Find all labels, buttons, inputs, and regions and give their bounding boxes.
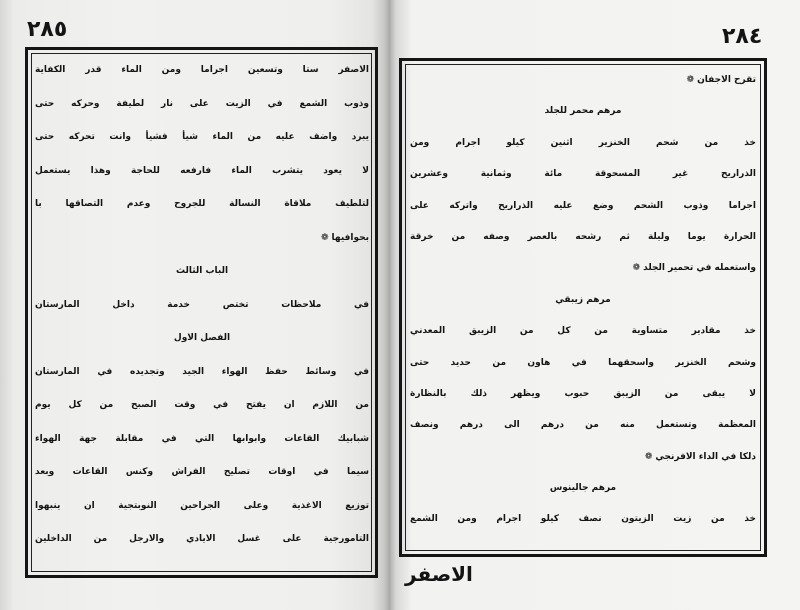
text-line: واستعمله في تحمير الجلد ❁ [632, 263, 756, 274]
text-line: التامورجية على غسل الايادي والارجل من الداخلين [35, 534, 369, 544]
recipe-heading: مرهم زيبقي [555, 294, 611, 305]
text-line: بحوافيها ❁ [320, 232, 369, 243]
text-line: سيما في اوقات تصليح الفراش وكنس القاعات وبعد [35, 467, 369, 477]
text-line: وشحم الخنزير واسحقهما في هاون من حديد حتى [410, 357, 756, 368]
chapter-heading: الباب الثالث [175, 266, 229, 276]
text-line: توزيع الاغذية وعلى الجراحين النوبتجية ان ينبهوا [35, 500, 369, 511]
text-line: الحرارة يوما وليلة ثم رشحه بالعصر وصفه من خرقة [410, 231, 756, 242]
text-line: لا يبقى من الزيبق حبوب ويظهر ذلك بالنظارة [410, 388, 756, 399]
section-subtitle: في وسائط حفظ الهواء الجيد وتجديده في المارستان [35, 366, 369, 377]
text-line: تقرح الاجفان ❁ [686, 75, 756, 85]
text-line: دلكا في الداء الافرنجي ❁ [644, 451, 756, 462]
text-line: خذ من زيت الزيتون نصف كيلو اجرام ومن الشمع [410, 514, 756, 525]
text-line: لتلطيف ملاقاة النسالة للجروح وعدم التصاقها با [35, 199, 369, 209]
right-page-text [410, 65, 756, 536]
page-number: ٢٨٤ [722, 24, 763, 49]
text-line: المعظمة وتستعمل منه من درهم الى درهم ونصف [410, 420, 756, 431]
text-line: لا يعود يتشرب الماء فارفعه للحاجة وهذا يستعمل [35, 165, 369, 176]
recipe-heading: مرهم جالينوس [549, 483, 617, 494]
section-heading: الفصل الاول [173, 333, 231, 343]
text-line: اجراما وذوب الشحم وضع عليه الذراريح واتركه على [410, 200, 756, 211]
text-line: وذوب الشمع في الزيت على نار لطيفة وحركه حتى [35, 98, 369, 109]
catchword: الاصفر [405, 562, 473, 586]
text-line: شبابيك القاعات وابوابها التي في مقابلة جهة الهواء [35, 433, 369, 444]
text-line: خذ مقادير متساوية من كل من الزيبق المعدني [410, 326, 756, 337]
text-line: الذراريح غير المسحوقة مائة وثمانية وعشرين [410, 169, 756, 180]
text-line: خذ من شحم الخنزير اثنين كيلو اجرام ومن [410, 137, 756, 148]
text-line: الاصفر ستا وتسعين اجراما ومن الماء قدر الكفاية [35, 65, 369, 75]
chapter-subtitle: في ملاحظات تختص خدمة داخل المارستان [35, 299, 369, 310]
page-number: ٢٨٥ [27, 17, 68, 42]
text-line: من اللازم ان يفتح في وقت الصبح من كل يوم [35, 400, 369, 410]
text-line: يبرد واضف عليه من الماء شيأ فشيأ وانت تحركه حتى [35, 132, 369, 142]
recipe-heading: مرهم محمر للجلد [544, 106, 622, 117]
left-page-text [35, 54, 369, 557]
